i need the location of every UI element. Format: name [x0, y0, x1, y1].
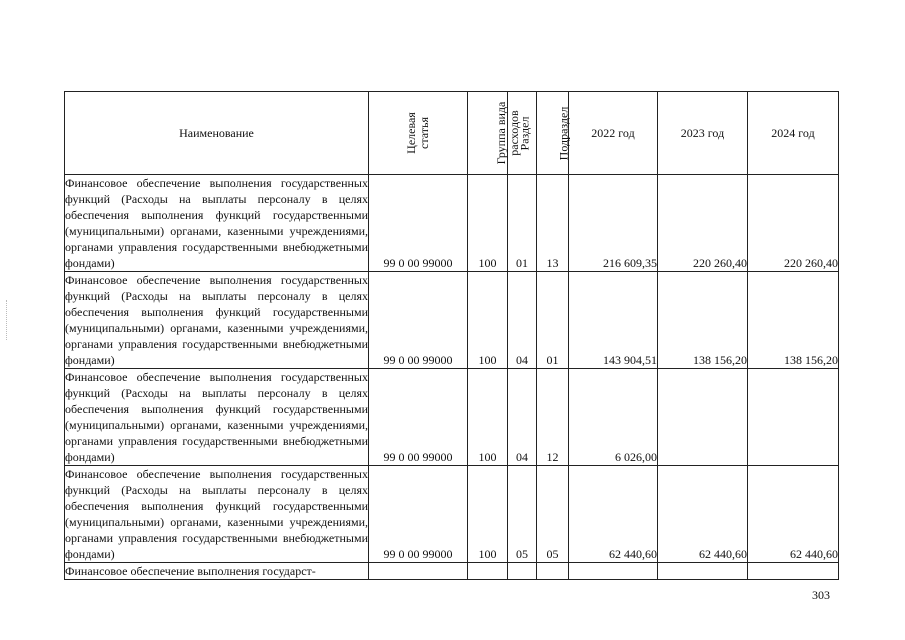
budget-table-container: [64, 91, 838, 578]
header-2023: 2023 год: [658, 92, 748, 175]
row-section: [508, 563, 537, 580]
row-name: Финансовое обеспечение выполнения государственных функций (Расходы на выплаты персоналу в целях обеспечения выполнения функций государственными (муниципальными) органами, казенными учреждениями, органами управления государственными внебюджетными фондами): [65, 467, 368, 561]
row-2022: [569, 563, 658, 580]
header-name: Наименование: [65, 92, 369, 175]
row-2023: 138 156,20: [658, 272, 748, 369]
row-section: 04: [508, 272, 537, 369]
row-group: 100: [468, 175, 508, 272]
row-2024: [748, 563, 839, 580]
row-name: Финансовое обеспечение выполнения государственных функций (Расходы на выплаты персоналу в целях обеспечения выполнения функций государственными (муниципальными) органами, казенными учреждениями, органами управления государственными внебюджетными фондами): [65, 370, 368, 464]
row-2024: [748, 369, 839, 466]
header-target: Целевая статья: [369, 92, 468, 175]
row-2022: 143 904,51: [569, 272, 658, 369]
row-2024: 62 440,60: [748, 466, 839, 563]
row-target: 99 0 00 99000: [369, 466, 468, 563]
row-2024: 220 260,40: [748, 175, 839, 272]
row-subsection: 01: [537, 272, 569, 369]
row-name: Финансовое обеспечение выполнения государственных функций (Расходы на выплаты персоналу в целях обеспечения выполнения функций государственными (муниципальными) органами, казенными учреждениями, органами управления государственными внебюджетными фондами): [65, 273, 368, 367]
row-2022: 216 609,35: [569, 175, 658, 272]
table-row: [65, 272, 839, 369]
table-row: [65, 369, 839, 466]
row-group: 100: [468, 466, 508, 563]
page-number: 303: [812, 588, 830, 602]
row-2022: 62 440,60: [569, 466, 658, 563]
row-target: 99 0 00 99000: [369, 175, 468, 272]
row-group: 100: [468, 369, 508, 466]
row-group: [468, 563, 508, 580]
row-target: [369, 563, 468, 580]
table-row-partial: [65, 563, 839, 580]
row-section: 04: [508, 369, 537, 466]
row-2023: 220 260,40: [658, 175, 748, 272]
row-name: Финансовое обеспечение выполнения государст-: [65, 563, 369, 580]
row-section: 05: [508, 466, 537, 563]
row-target: 99 0 00 99000: [369, 272, 468, 369]
row-2023: [658, 563, 748, 580]
row-2023: 62 440,60: [658, 466, 748, 563]
table-row: [65, 175, 839, 272]
header-2024: 2024 год: [748, 92, 839, 175]
row-subsection: 05: [537, 466, 569, 563]
header-group: Группа вида расходов: [468, 92, 508, 175]
header-section: Раздел: [508, 92, 537, 175]
row-group: 100: [468, 272, 508, 369]
row-subsection: [537, 563, 569, 580]
table-row: [65, 466, 839, 563]
scan-edge-marks: [6, 300, 9, 340]
row-section: 01: [508, 175, 537, 272]
row-2023: [658, 369, 748, 466]
header-subsection: Подраздел: [537, 92, 569, 175]
row-subsection: 12: [537, 369, 569, 466]
row-name: Финансовое обеспечение выполнения государственных функций (Расходы на выплаты персоналу в целях обеспечения выполнения функций государственными (муниципальными) органами, казенными учреждениями, органами управления государственными внебюджетными фондами): [65, 176, 368, 270]
header-row: [65, 92, 839, 175]
budget-table: [64, 91, 839, 580]
row-subsection: 13: [537, 175, 569, 272]
row-2024: 138 156,20: [748, 272, 839, 369]
row-target: 99 0 00 99000: [369, 369, 468, 466]
row-2022: 6 026,00: [569, 369, 658, 466]
header-2022: 2022 год: [569, 92, 658, 175]
